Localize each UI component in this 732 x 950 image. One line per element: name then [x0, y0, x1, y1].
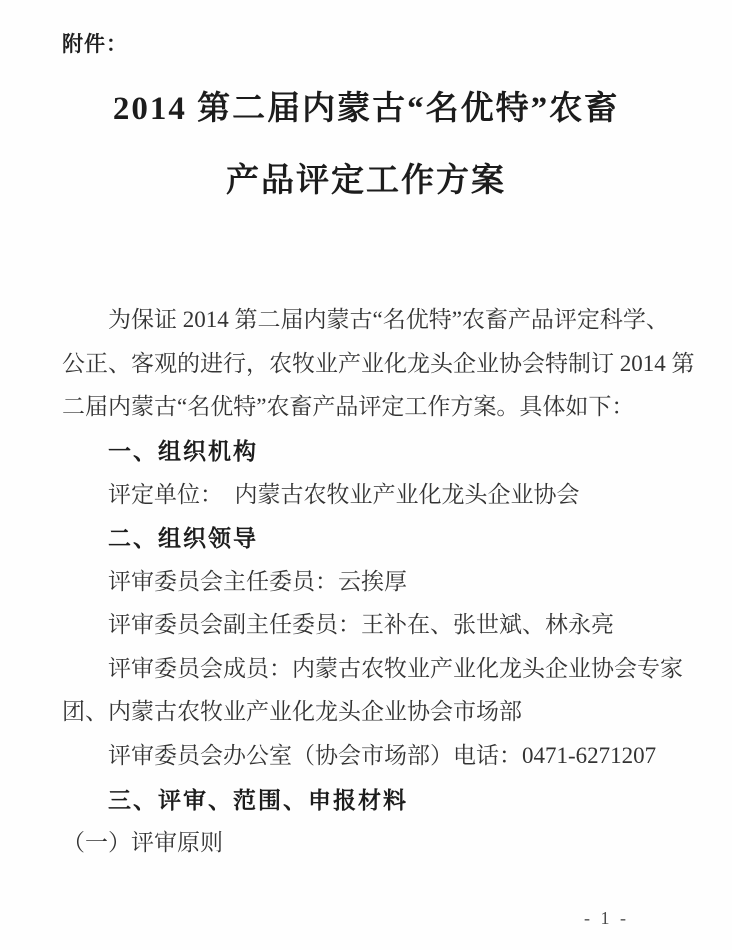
intro-line-3: 二届内蒙古“名优特”农畜产品评定工作方案。具体如下： [62, 394, 635, 419]
line-committee-vice-chairs: 评审委员会副主任委员：王补在、张世斌、林永亮 [108, 612, 614, 637]
subsection-heading-review-principles: （一）评审原则 [62, 830, 223, 855]
section-heading-2-leadership: 二、组织领导 [108, 525, 258, 551]
intro-line-2: 公正、客观的进行，农牧业产业化龙头企业协会特制订 2014 第 [62, 351, 695, 376]
page-number: - 1 - [584, 908, 629, 928]
line-committee-members-1: 评审委员会成员：内蒙古农牧业产业化龙头企业协会专家 [108, 656, 683, 681]
line-committee-members-2: 团、内蒙古农牧业产业化龙头企业协会市场部 [62, 699, 522, 724]
intro-line-1: 为保证 2014 第二届内蒙古“名优特”农畜产品评定科学、 [108, 307, 669, 332]
section-heading-1-organization: 一、组织机构 [108, 438, 258, 464]
line-committee-chair: 评审委员会主任委员：云挨厚 [108, 569, 407, 594]
line-office-phone: 评审委员会办公室（协会市场部）电话：0471-6271207 [108, 743, 657, 768]
document-title-line-1: 2014 第二届内蒙古“名优特”农畜 [112, 91, 620, 127]
section-heading-3-review-scope-materials: 三、评审、范围、申报材料 [108, 787, 408, 813]
attachment-label: 附件： [62, 33, 128, 56]
line-evaluation-unit: 评定单位： 内蒙古农牧业产业化龙头企业协会 [108, 482, 580, 507]
document-title-line-2: 产品评定工作方案 [226, 163, 506, 199]
